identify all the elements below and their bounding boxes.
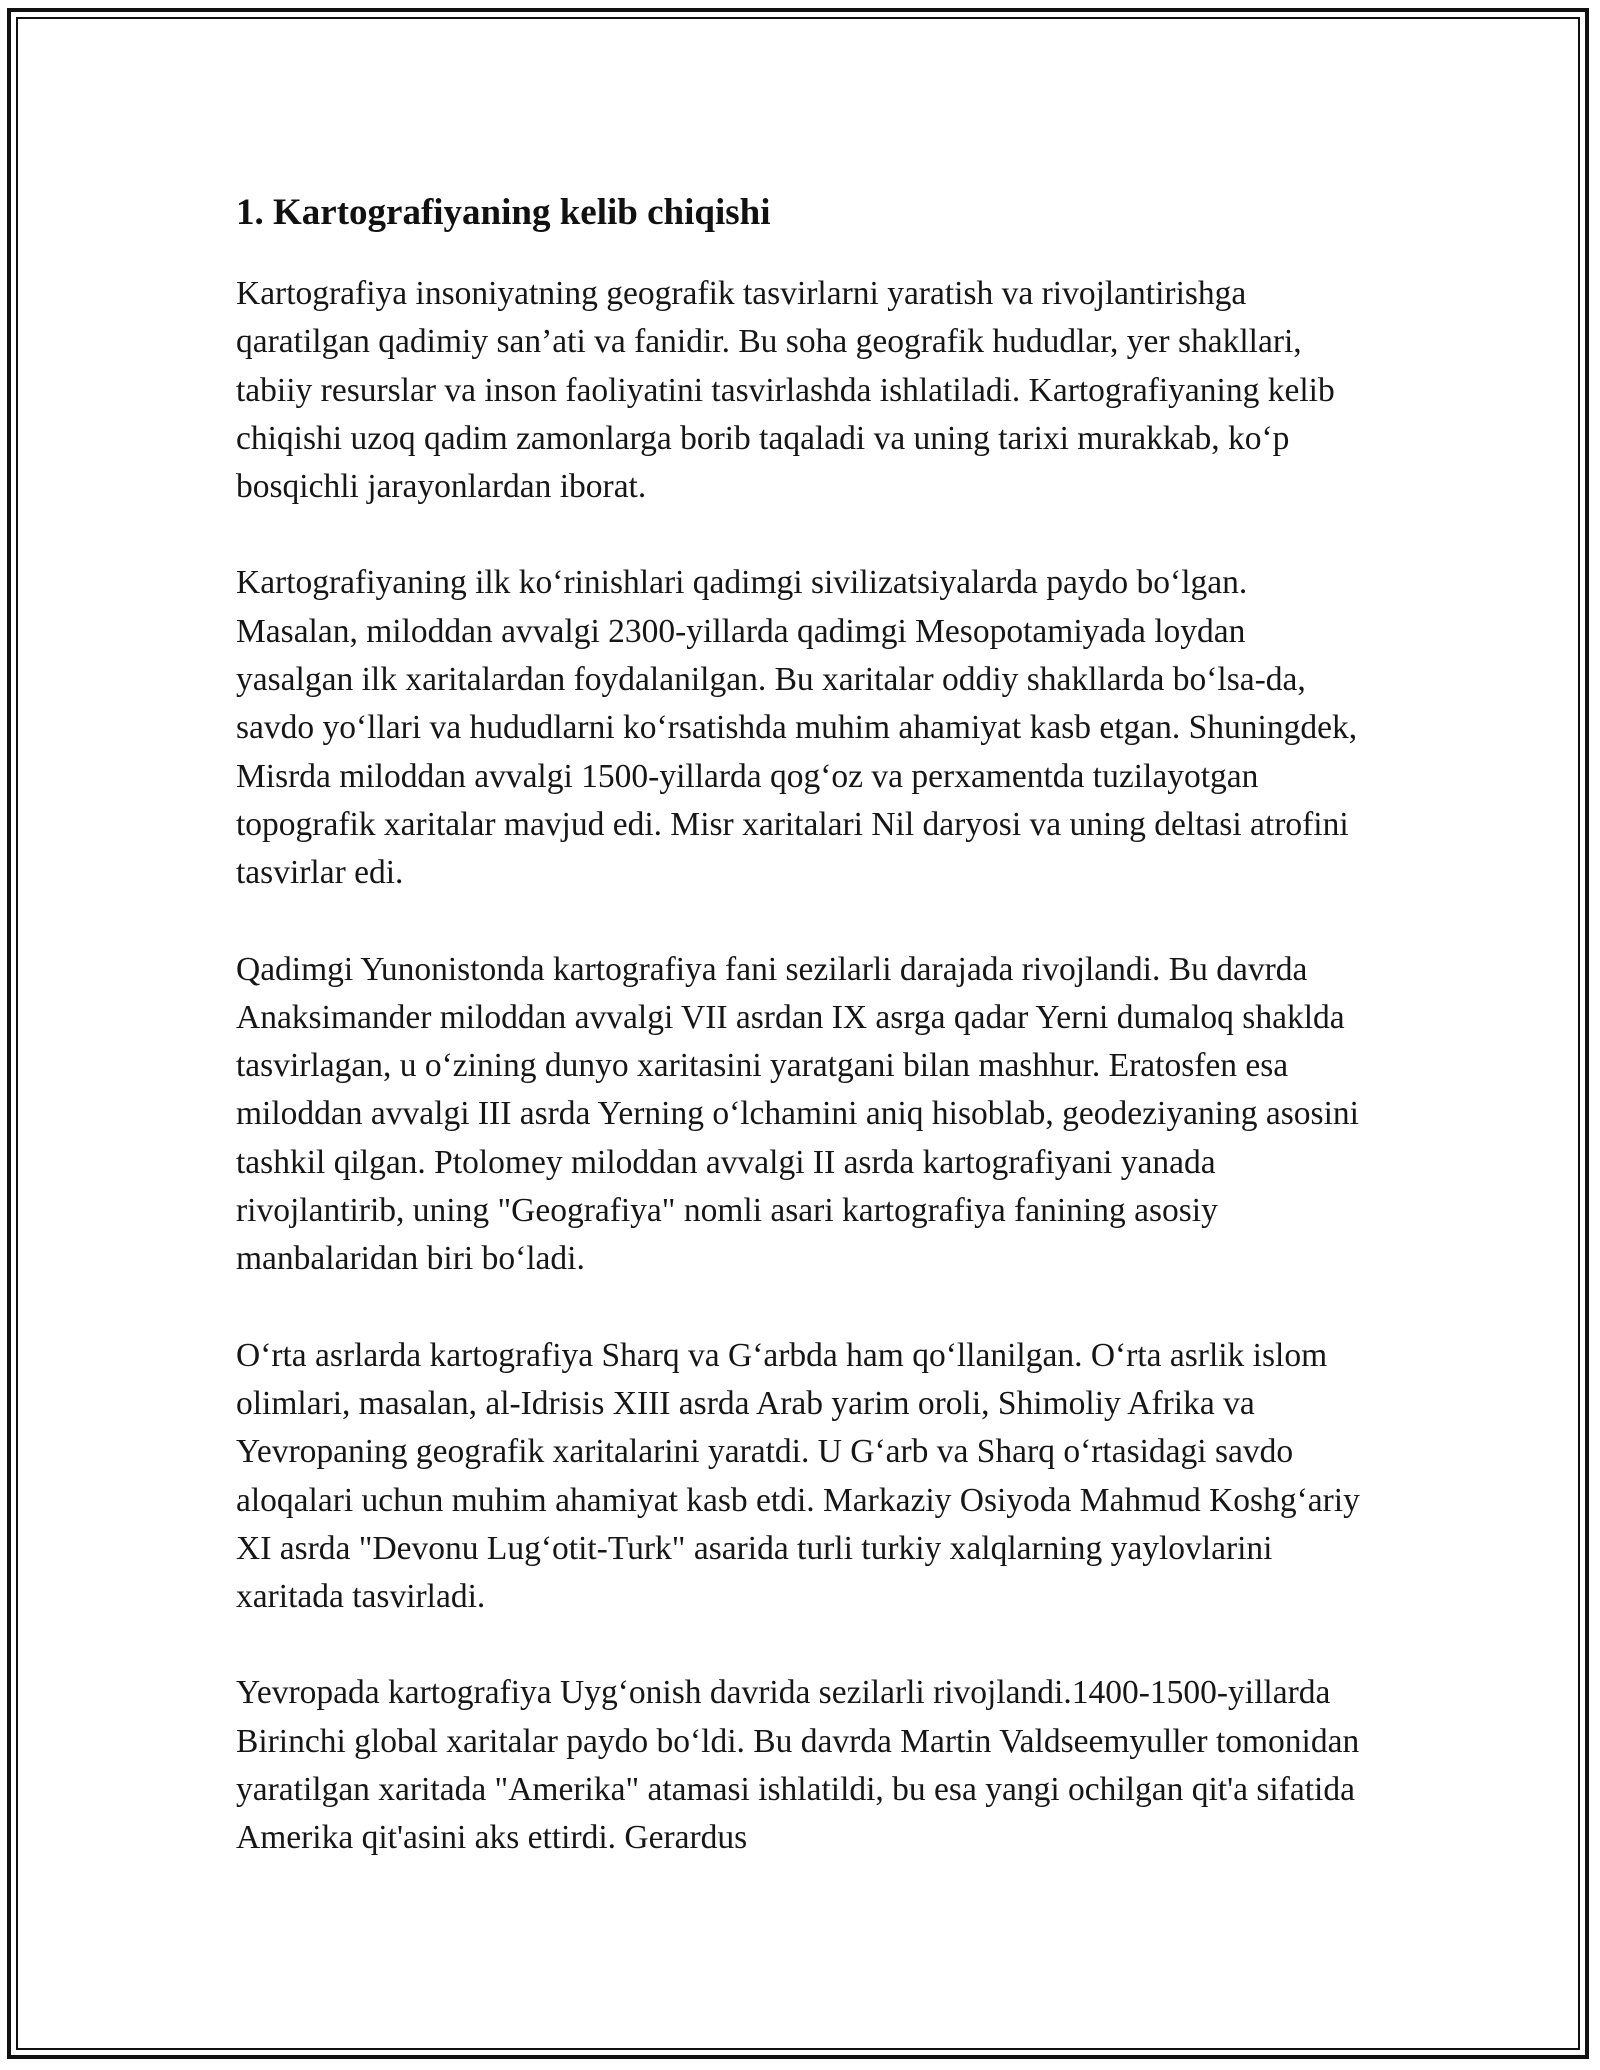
paragraph-2: Kartografiyaning ilk ko‘rinishlari qadimgi sivilizatsiyalarda paydo bo‘lgan. Masalan, miloddan avvalgi 2300-yillarda qadimgi Mesopotamiyada loydan yasalgan ilk xaritalardan foydalanilgan. Bu xaritalar oddiy shakllarda bo‘lsa-da, savdo yo‘llari va hududlarni ko‘rsatishda muhim ahamiyat kasb etgan. Shuningdek, Misrda miloddan avvalgi 1500-yillarda qog‘oz va perxamentda tuzilayotgan topografik xaritalar mavjud edi. Misr xaritalari Nil daryosi va uning deltasi atrofini tasvirlar edi. — [236, 564, 1358, 892]
paragraph-4: O‘rta asrlarda kartografiya Sharq va G‘arbda ham qo‘llanilgan. O‘rta asrlik islom olimlari, masalan, al-Idrisis XIII asrda Arab yarim oroli, Shimoliy Afrika va Yevropaning geografik xaritalarini yaratdi. U G‘arb va Sharq o‘rtasidagi savdo aloqalari uchun muhim ahamiyat kasb etdi. Markaziy Osiyoda Mahmud Koshg‘ariy XI asrda "Devonu Lug‘otit-Turk" asarida turli turkiy xalqlarning yaylovlarini xaritada tasvirladi. — [236, 1336, 1360, 1616]
paragraph-1: Kartografiya insoniyatning geografik tasvirlarni yaratish va rivojlantirishga qaratilgan qadimiy san’ati va fanidir. Bu soha geografik hududlar, yer shakllari, tabiiy resurslar va inson faoliyatini tasvirlashda ishlatiladi. Kartografiyaning kelib chiqishi uzoq qadim zamonlarga borib taqaladi va uning tarixi murakkab, ko‘p bosqichli jarayonlardan iborat. — [236, 275, 1335, 506]
section-heading: 1. Kartografiyaning kelib chiqishi — [236, 192, 771, 233]
paragraph-5: Yevropada kartografiya Uyg‘onish davrida sezilarli rivojlandi.1400-1500-yillarda Birinchi global xaritalar paydo bo‘ldi. Bu davrda Martin Valdseemyuller tomonidan yaratilgan xaritada "Amerika" atamasi ishlatildi, bu esa yangi ochilgan qit'a sifatida Amerika qit'asini aks ettirdi. Gerardus — [236, 1674, 1360, 1857]
document-body — [236, 188, 1364, 1911]
paragraph-3: Qadimgi Yunonistonda kartografiya fani sezilarli darajada rivojlandi. Bu davrda Anaksimander miloddan avvalgi VII asrdan IX asrga qadar Yerni dumaloq shaklda tasvirlagan, u o‘zining dunyo xaritasini yaratgani bilan mashhur. Eratosfen esa miloddan avvalgi III asrda Yerning o‘lchamini aniq hisoblab, geodeziyaning asosini tashkil qilgan. Ptolomey miloddan avvalgi II asrda kartografiyani yanada rivojlantirib, uning "Geografiya" nomli asari kartografiya fanining asosiy manbalaridan biri bo‘ladi. — [236, 950, 1359, 1278]
